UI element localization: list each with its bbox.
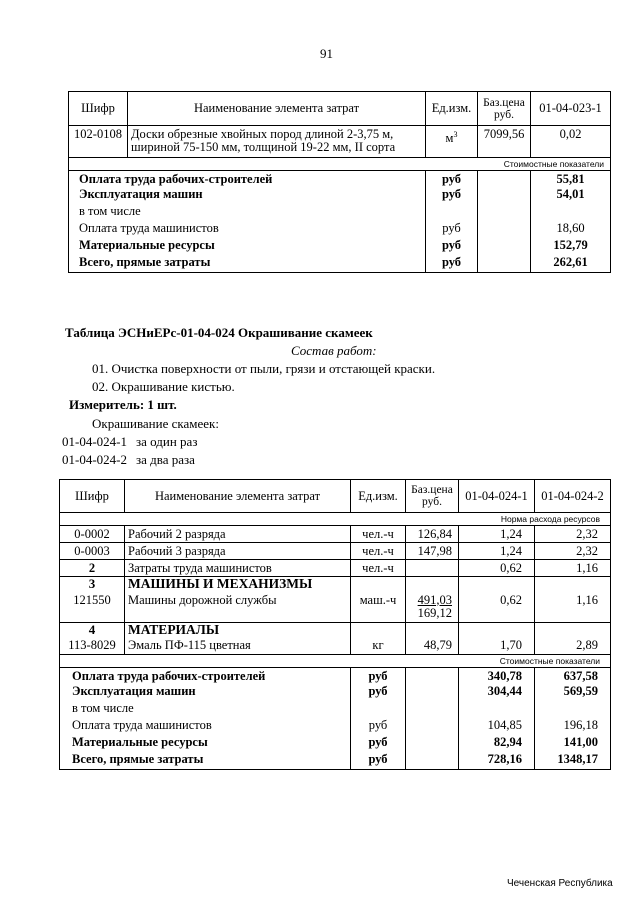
col-header-unit: Ед.изм. bbox=[426, 92, 478, 126]
col-header-price: Баз.цена руб. bbox=[478, 92, 531, 126]
group-header: 3 МАШИНЫ И МЕХАНИЗМЫ bbox=[60, 577, 611, 591]
variant-1-label: за один раз bbox=[136, 434, 198, 449]
cost-section-label: Стоимостные показатели bbox=[69, 158, 611, 171]
unit-text: м bbox=[445, 131, 454, 146]
col-header-code: Шифр bbox=[69, 92, 128, 126]
cost-row: Всего, прямые затраты руб 262,61 bbox=[69, 256, 611, 273]
cost-row: Всего, прямые затраты руб 728,16 1348,17 bbox=[60, 753, 611, 770]
table-row: 0-0003 Рабочий 3 разряда чел.-ч 147,98 1,24 2,32 bbox=[60, 543, 611, 560]
work-step-2: 02. Окрашивание кистью. bbox=[92, 379, 235, 394]
col-header-code: Шифр bbox=[60, 480, 125, 513]
variant-2-code: 01-04-024-2 bbox=[62, 452, 127, 467]
variant-1-code: 01-04-024-1 bbox=[62, 434, 127, 449]
col-header-norm-1: 01-04-024-1 bbox=[459, 480, 535, 513]
table-row: 102-0108 Доски обрезные хвойных пород длиной 2-3,75 м, шириной 75-150 мм, толщиной 19-22 мм, II сорта $м^3$ 7099,56 0,02 bbox=[69, 126, 611, 158]
table-row: 121550 Машины дорожной службы маш.-ч 491,03 169,12 0,62 1,16 bbox=[60, 591, 611, 623]
col-header-norm-2: 01-04-024-2 bbox=[535, 480, 611, 513]
table-2 bbox=[59, 479, 611, 770]
col-header-name: Наименование элемента затрат bbox=[125, 480, 351, 513]
page-number: 91 bbox=[320, 46, 333, 61]
section-title: Таблица ЭСНиЕРс-01-04-024 Окрашивание скамеек bbox=[65, 325, 373, 340]
cost-row: в том числе bbox=[60, 702, 611, 719]
cost-row: Эксплуатация машин руб 54,01 bbox=[69, 188, 611, 205]
cost-row: в том числе bbox=[69, 205, 611, 222]
work-step-1: 01. Очистка поверхности от пыли, грязи и отстающей краски. bbox=[92, 361, 436, 376]
work-heading: Состав работ: bbox=[291, 343, 377, 358]
row-name-line1: Доски обрезные хвойных пород длиной 2-3,75 м, bbox=[131, 127, 394, 141]
page-footer: Чеченская Республика bbox=[507, 878, 613, 889]
measure: Измеритель: 1 шт. bbox=[69, 397, 177, 412]
unit-superscript: 3 bbox=[453, 130, 458, 139]
variant-2-label: за два раза bbox=[136, 452, 195, 467]
col-header-unit: Ед.изм. bbox=[351, 480, 406, 513]
cost-row: Оплата труда машинистов руб 18,60 bbox=[69, 222, 611, 239]
table-1 bbox=[68, 91, 611, 273]
cost-row: Эксплуатация машин руб 304,44 569,59 bbox=[60, 685, 611, 702]
price-line1: 491,03 bbox=[417, 592, 452, 607]
cost-row: Оплата труда рабочих-строителей руб 340,78 637,58 bbox=[60, 668, 611, 685]
table-row: 2 Затраты труда машинистов чел.-ч 0,62 1,16 bbox=[60, 560, 611, 577]
col-header-name: Наименование элемента затрат bbox=[128, 92, 426, 126]
cost-row: Оплата труда рабочих-строителей руб 55,81 bbox=[69, 171, 611, 188]
row-name-line2: шириной 75-150 мм, толщиной 19-22 мм, II сорта bbox=[131, 140, 396, 154]
table-row: 113-8029 Эмаль ПФ-115 цветная кг 48,79 1,70 2,89 bbox=[60, 637, 611, 655]
norm-section-label: Норма расхода ресурсов bbox=[60, 513, 611, 526]
cost-section-label: Стоимостные показатели bbox=[60, 655, 611, 668]
cost-row: Материальные ресурсы руб 152,79 bbox=[69, 239, 611, 256]
cost-row: Материальные ресурсы руб 82,94 141,00 bbox=[60, 736, 611, 753]
col-header-price: Баз.цена руб. bbox=[406, 480, 459, 513]
subject: Окрашивание скамеек: bbox=[92, 416, 219, 431]
cost-row: Оплата труда машинистов руб 104,85 196,18 bbox=[60, 719, 611, 736]
table-row: 0-0002 Рабочий 2 разряда чел.-ч 126,84 1,24 2,32 bbox=[60, 526, 611, 543]
group-header: 4 МАТЕРИАЛЫ bbox=[60, 623, 611, 637]
col-header-norm: 01-04-023-1 bbox=[531, 92, 611, 126]
price-line2: 169,12 bbox=[417, 605, 452, 620]
